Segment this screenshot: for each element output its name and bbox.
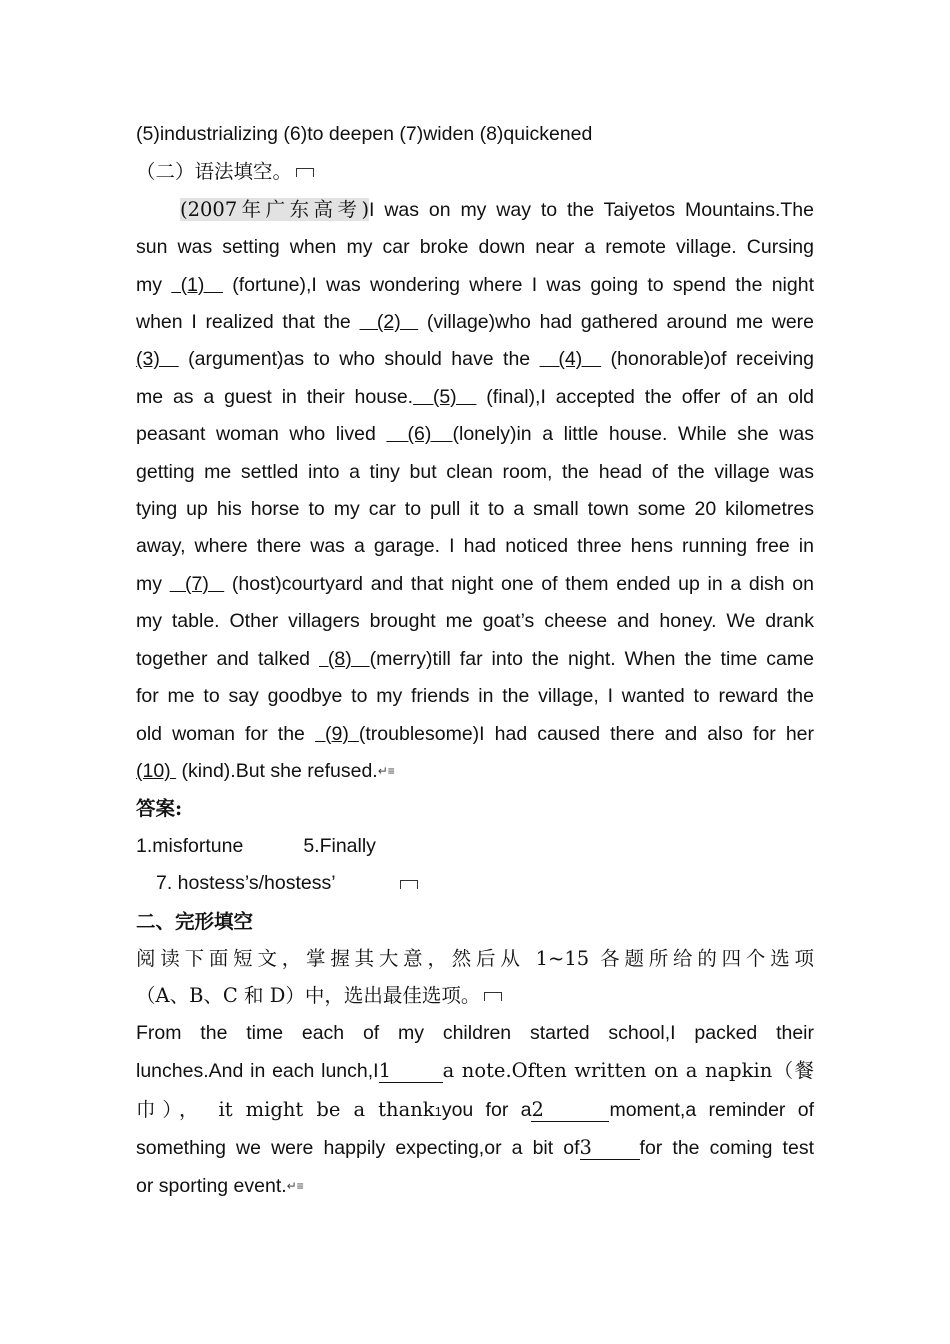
cloze-passage [136,1015,814,1205]
cloze-text: moment,a reminder of [609,1098,814,1121]
blank-3: (3) [136,348,179,371]
passage-text: when I realized that the [136,311,360,334]
passage-text: me as a guest in their house. [136,385,414,408]
answer-7: 7. hostess’s/hostess’ [156,872,336,895]
passage-line: away, where there was a garage. I had noticed three hens running free in [136,535,814,558]
grammar-passage [136,191,814,791]
grammar-fill-heading [136,153,814,190]
blank-4: (4) [539,348,602,371]
blank-1: (1) [171,273,223,296]
cloze-text: 1 [434,1103,442,1119]
blank-7: (7) [169,572,225,595]
cloze-instruction [136,977,814,1014]
passage-text: together and talked [136,647,319,670]
cloze-heading: 二、完形填空 [136,909,254,933]
blank-10: (10) [136,759,177,782]
cloze-line [136,1091,814,1130]
cloze-text: lunches.And in each lunch,I [136,1060,379,1083]
passage-text: my [136,572,170,595]
passage-text: (lonely)in a little house. While she was [452,423,814,446]
blank-8: (8) [318,647,370,670]
passage-text: (honorable)of receiving [610,348,815,371]
blank-5: (5) [413,385,477,408]
paragraph-mark-icon [296,168,314,177]
cloze-text: something we were happily expecting,or a bit of [136,1137,580,1160]
answer-5: 5.Finally [303,834,376,857]
passage-text: (troublesome)I had caused there and also for her [358,722,815,745]
passage-text: (final),I accepted the offer of an old [486,385,814,408]
passage-line [136,191,814,229]
cloze-line [136,1130,814,1167]
passage-line: for me to say goodbye to my friends in the village, I wanted to reward the [136,685,814,708]
grammar-fill-heading-text: （二）语法填空。 [136,160,293,184]
passage-line: sun was setting when my car broke down near a remote village. Cursing [136,236,814,259]
answer-1: 1.misfortune [136,834,244,857]
cloze-text: you for a [441,1098,532,1121]
paragraph-mark-icon [484,992,502,1001]
cloze-blank-2: 2 [531,1099,609,1122]
passage-line [136,304,814,341]
document-page [136,116,814,1205]
paragraph-end-icon: ↵≡ [377,764,395,779]
blank-9: (9) [314,722,359,745]
paragraph-end-icon: ↵≡ [286,1178,304,1193]
passage-line: my table. Other villagers brought me goat’s cheese and honey. We drank [136,610,814,633]
passage-text: (fortune),I was wondering where I was going to spend the night [232,273,814,296]
cloze-line [136,1052,814,1090]
cloze-blank-3: 3 [580,1137,640,1160]
passage-text: old woman for the [136,722,315,745]
source-tag: (2007年广东高考) [180,197,370,221]
answers-line [136,828,814,865]
passage-line [136,716,814,753]
passage-text: (merry)till far into the night. When the time came [369,647,814,670]
cloze-text: 巾）， it might be a thank [136,1097,435,1121]
passage-line [136,341,814,378]
passage-line [136,267,814,304]
passage-text: my [136,273,172,296]
passage-text: (village)who had gathered around me were [426,311,815,334]
answers-heading: 答案: [136,797,183,821]
cloze-blank-1: 1 [379,1060,443,1083]
passage-line [136,566,814,603]
cloze-text: or sporting event. [136,1174,287,1197]
passage-line: tying up his horse to my car to pull it to a small town some 20 kilometres [136,498,814,521]
paragraph-mark-icon [400,880,418,889]
cloze-line [136,1168,814,1206]
cloze-instruction: 阅读下面短文，掌握其大意，然后从 1~15 各题所给的四个选项 [136,947,814,971]
passage-text: (kind).But she refused. [181,759,378,782]
passage-line [136,753,814,791]
cloze-text: for the coming test [639,1137,814,1160]
cloze-line: From the time each of my children started school,I packed their [136,1021,814,1044]
passage-line [136,641,814,678]
blank-6: (6) [386,423,453,446]
passage-line: getting me settled into a tiny but clean room, the head of the village was [136,460,814,483]
previous-answers-line: (5)industrializing (6)to deepen (7)widen (8)quickened [136,123,593,145]
cloze-text: a note.Often written on a napkin（餐 [442,1059,814,1083]
passage-line [136,379,814,416]
passage-text: peasant woman who lived [136,423,387,446]
passage-text: I was on my way to the Taiyetos Mountains.The [369,198,814,221]
passage-text: (argument)as to who should have the [188,348,540,371]
passage-text: (host)courtyard and that night one of them ended up in a dish on [231,572,814,595]
answers-line [136,865,814,902]
blank-2: (2) [359,311,419,334]
cloze-instruction-text: （A、B、C 和 D）中，选出最佳选项。 [136,984,481,1008]
passage-line [136,416,814,453]
